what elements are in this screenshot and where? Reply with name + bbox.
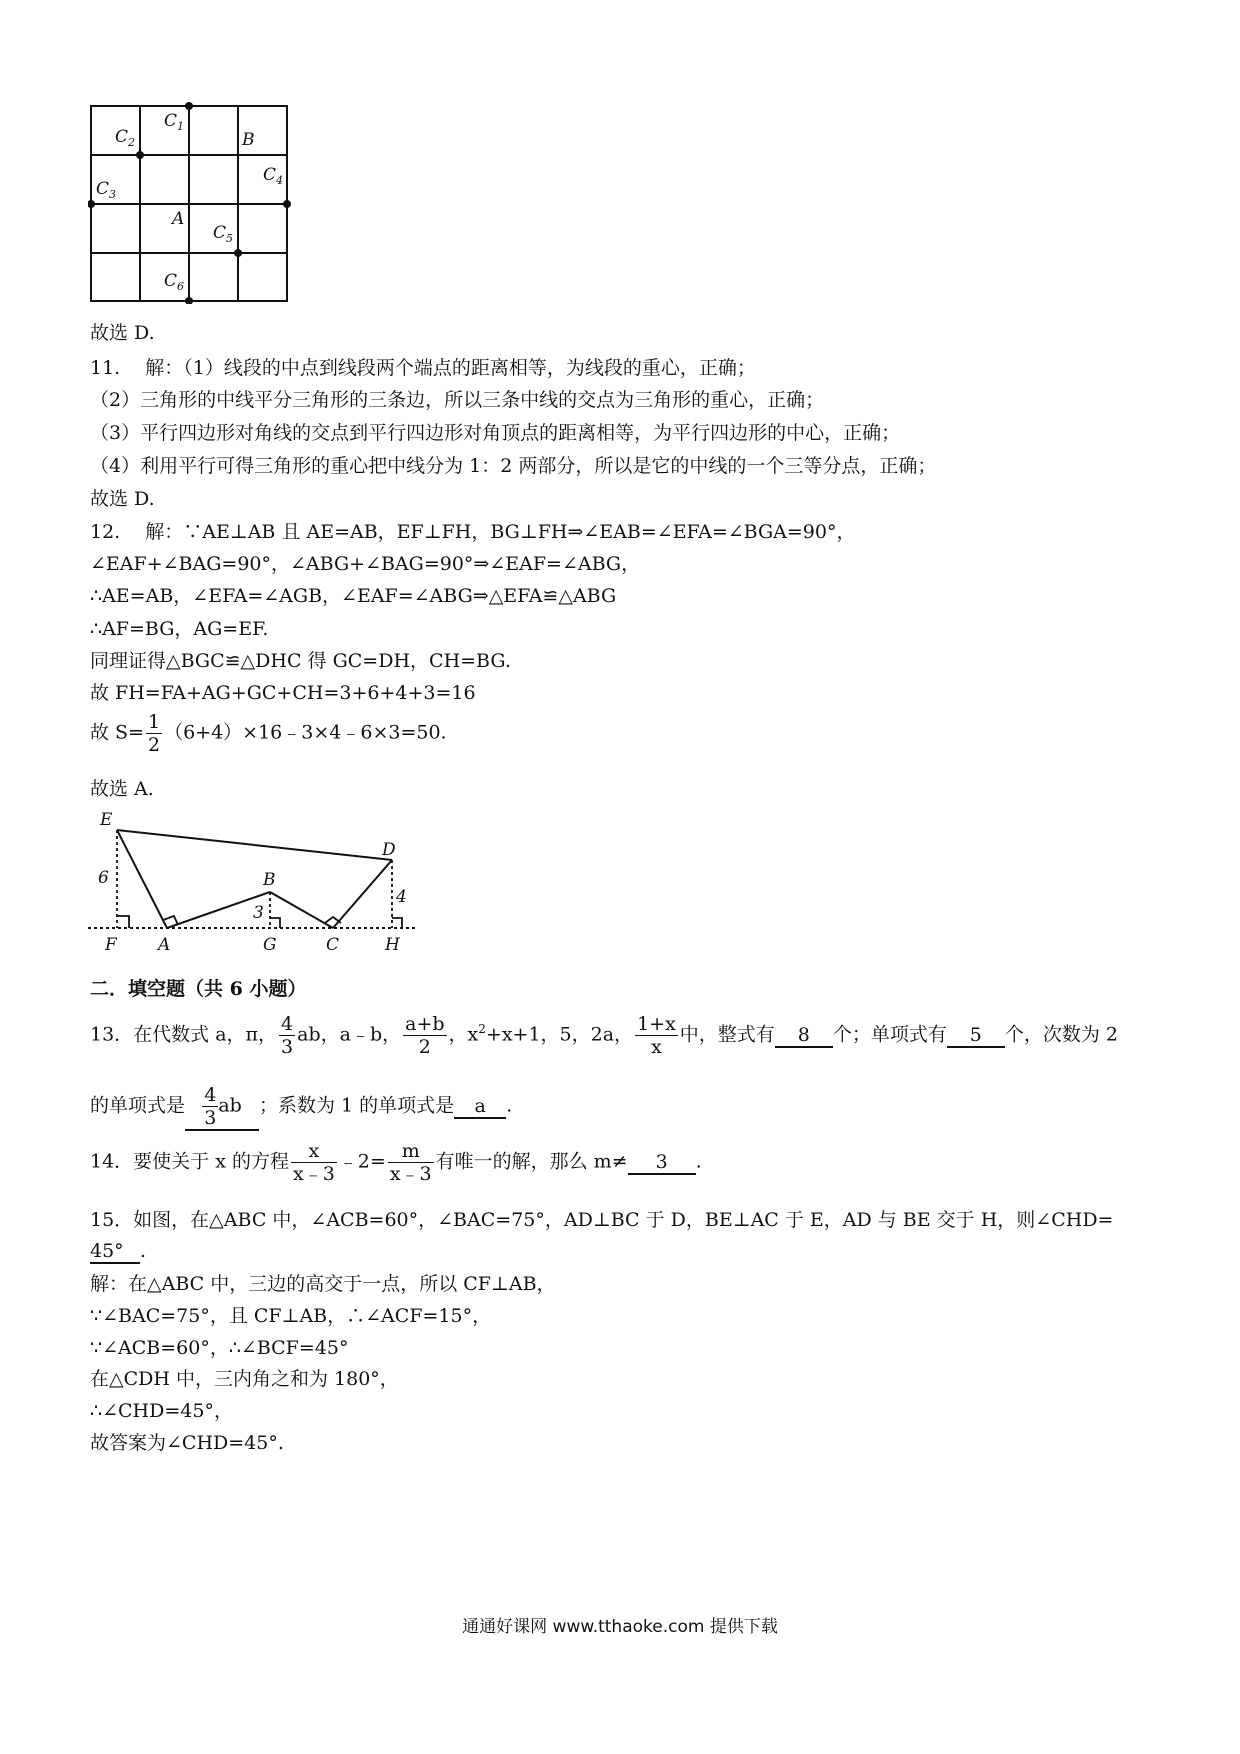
- label-b: B: [242, 130, 255, 150]
- q11-line1: 11. 解：（1）线段的中点到线段两个端点的距离相等，为线段的重心，正确；: [90, 357, 756, 379]
- page-footer: 通通好课网 www.tthaoke.com 提供下载: [462, 1617, 778, 1637]
- q12-line2: ∠EAF+∠BAG=90°，∠ABG+∠BAG=90°⇒∠EAF=∠ABG，: [90, 553, 641, 575]
- label-e: E: [100, 810, 113, 830]
- right-angle-f: [117, 916, 129, 928]
- q11-line2: （2）三角形的中线平分三角形的三条边，所以三条中线的交点为三角形的重心，正确；: [90, 389, 825, 411]
- point-c5: [234, 249, 242, 257]
- label-h: H: [385, 935, 400, 955]
- label-g: G: [263, 935, 277, 955]
- q15-solution-6: 故答案为∠CHD=45°.: [90, 1432, 284, 1454]
- q12-line6: 故 FH=FA+AG+GC+CH=3+6+4+3=16: [90, 682, 476, 704]
- q15-solution-5: ∴∠CHD=45°，: [90, 1400, 233, 1422]
- segment-ed: [117, 830, 392, 860]
- q15-solution-3: ∵∠ACB=60°，∴∠BCF=45°: [90, 1337, 349, 1359]
- segment-cd: [333, 860, 392, 928]
- q12-figure: [85, 808, 425, 958]
- label-length-6: 6: [98, 868, 109, 888]
- right-angle-c: [325, 917, 341, 923]
- fraction-a-plus-b-over-2: $\frac{a+b}{2}$: [405, 1013, 445, 1058]
- label-c6: $C_6$: [164, 271, 185, 293]
- fraction-m-over-x-minus-3: $\frac{m}{x﹣3}$: [389, 1140, 432, 1185]
- q13-line1: 13．在代数式 a，π， $\frac{4}{3}$ ab，a﹣b， $\frac{a+b}{2}$ ，$x^2+x+1$，5，2a， $\frac{1+x}{x}$ 中，整式有 8 个；单项式有 5 个，次数为 2: [90, 1013, 1118, 1058]
- q11-answer: 故选 D.: [90, 488, 155, 510]
- q14-answer: 3: [628, 1151, 696, 1175]
- q15-answer: 45°: [90, 1240, 140, 1264]
- fraction-1-plus-x-over-x: $\frac{1+x}{x}$: [637, 1013, 676, 1058]
- point-c4: [283, 200, 291, 208]
- section-heading: 二．填空题（共 6 小题）: [90, 978, 307, 1000]
- q15-answer-line: 45° .: [90, 1240, 147, 1262]
- label-f: F: [105, 935, 117, 955]
- label-length-3: 3: [253, 903, 264, 923]
- label-length-4: 4: [396, 887, 407, 907]
- fraction-4-3: $\frac{4}{3}$: [281, 1013, 294, 1058]
- fraction-x-over-x-minus-3: $\frac{x}{x﹣3}$: [292, 1140, 335, 1185]
- point-c3: [88, 200, 95, 208]
- label-c2: $C_2$: [115, 127, 136, 149]
- q15-solution-4: 在△CDH 中，三内角之和为 180°，: [90, 1368, 399, 1390]
- q15-line1: 15．如图，在△ABC 中，∠ACB=60°，∠BAC=75°，AD⊥BC 于 D，BE⊥AC 于 E，AD 与 BE 交于 H，则∠CHD=: [90, 1209, 1114, 1231]
- label-c: C: [326, 935, 340, 955]
- q14-line: 14．要使关于 x 的方程 $\frac{x}{x﹣3}$ ﹣2= $\frac{m}{x﹣3}$ 有唯一的解，那么 m≠ 3 .: [90, 1140, 702, 1185]
- q12-line1: 12. 解：∵AE⊥AB 且 AE=AB，EF⊥FH，BG⊥FH⇒∠EAB=∠EFA=∠BGA=90°，: [90, 521, 856, 543]
- point-c1: [185, 102, 193, 110]
- q13-answer-monomial-count: 5: [947, 1024, 1005, 1048]
- q12-line4: ∴AF=BG，AG=EF.: [90, 618, 269, 640]
- q15-solution-2: ∵∠BAC=75°，且 CF⊥AB，∴∠ACF=15°，: [90, 1305, 492, 1327]
- label-a2: A: [158, 935, 171, 955]
- q12-line5: 同理证得△BGC≌△DHC 得 GC=DH，CH=BG.: [90, 650, 511, 672]
- q11-line3: （3）平行四边形对角线的交点到平行四边形对角顶点的距离相等，为平行四边形的中心，正确；: [90, 422, 901, 444]
- fraction-one-half: $\frac{1}{2}$: [147, 711, 161, 756]
- q13-line2: 的单项式是 $\frac{4}{3}$ ab ；系数为 1 的单项式是 a .: [90, 1084, 513, 1129]
- label-c5: $C_5$: [213, 223, 234, 245]
- point-c2: [136, 151, 144, 159]
- q13-answer-integral-count: 8: [775, 1024, 833, 1048]
- q12-area-formula: 故 S= $\frac{1}{2}$ （6+4）×16﹣3×4﹣6×3=50.: [90, 711, 447, 756]
- point-c6: [185, 297, 193, 304]
- q12-line3: ∴AE=AB，∠EFA=∠AGB，∠EAF=∠ABG⇒△EFA≌△ABG: [90, 585, 617, 607]
- right-angle-h: [392, 918, 402, 928]
- q11-line4: （4）利用平行可得三角形的重心把中线分为 1：2 两部分，所以是它的中线的一个三等分点，正确；: [90, 455, 937, 477]
- q12-answer: 故选 A.: [90, 778, 154, 800]
- segment-ea: [117, 830, 167, 928]
- label-c3: $C_3$: [96, 179, 117, 201]
- label-d: D: [382, 840, 396, 860]
- label-c4: $C_4$: [263, 165, 284, 187]
- label-b2: B: [263, 870, 276, 890]
- right-angle-g: [270, 918, 280, 928]
- label-a: A: [172, 209, 185, 229]
- q13-answer-coefficient-one: a: [454, 1095, 506, 1119]
- q10-answer: 故选 D.: [90, 322, 155, 344]
- q15-solution-1: 解：在△ABC 中，三边的高交于一点，所以 CF⊥AB，: [90, 1273, 556, 1295]
- grid-figure: [88, 102, 298, 304]
- q13-answer-degree-two: $\frac{4}{3}$ ab: [185, 1084, 259, 1131]
- label-c1: $C_1$: [164, 111, 185, 133]
